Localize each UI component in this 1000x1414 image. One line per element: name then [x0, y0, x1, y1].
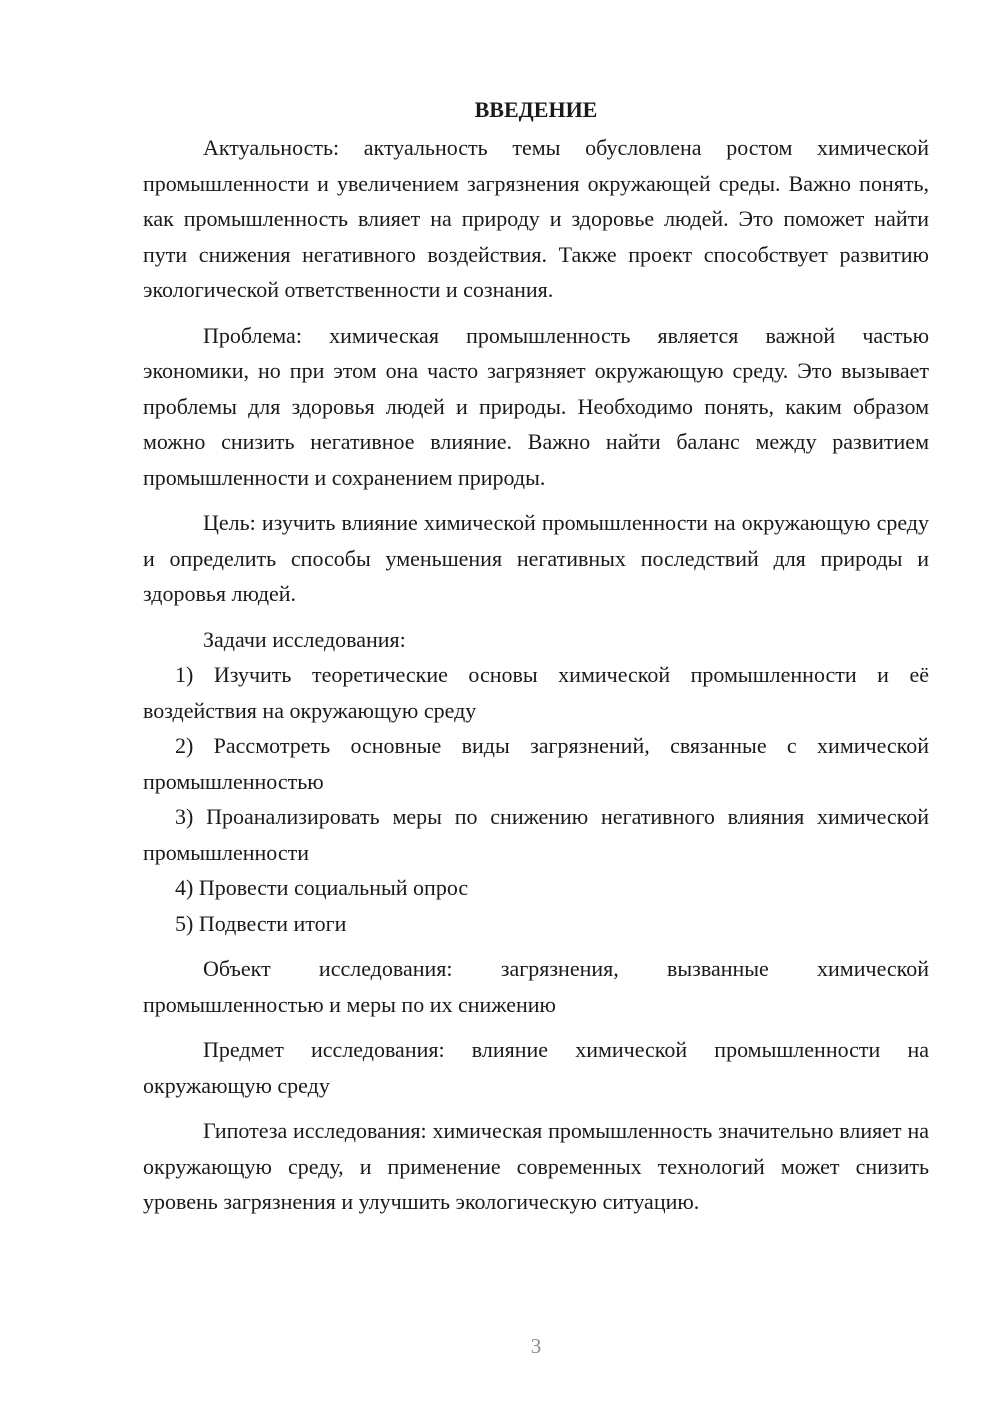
paragraph-relevance: Актуальность: актуальность темы обусловлена ростом химической промышленности и увеличением загрязнения окружающей среды. Важно понять, как промышленность влияет на природу и здоровье людей. Это поможет найти пути снижения негативного воздействия. Также проект способствует развитию экологической ответственности и сознания.: [143, 135, 929, 302]
page-number: 3: [530, 1334, 542, 1358]
task-item-3: 3) Проанализировать меры по снижению негативного влияния химической промышленности: [143, 804, 929, 865]
task-item-5: 5) Подвести итоги: [175, 910, 347, 936]
task-item-2: 2) Рассмотреть основные виды загрязнений, связанные с химической промышленностью: [143, 733, 929, 794]
task-item-1: 1) Изучить теоретические основы химической промышленности и её воздействия на окружающую среду: [143, 662, 929, 723]
paragraph-problem: Проблема: химическая промышленность является важной частью экономики, но при этом она часто загрязняет окружающую среду. Это вызывает проблемы для здоровья людей и природы. Необходимо понять, каким образом можно снизить негативное влияние. Важно найти баланс между развитием промышленности и сохранением природы.: [143, 322, 929, 490]
paragraph-object: Объект исследования: загрязнения, вызванные химической промышленностью и меры по их снижению: [143, 956, 929, 1017]
task-item-4: 4) Провести социальный опрос: [175, 875, 469, 900]
page-content: [143, 92, 929, 1220]
paragraph-subject: Предмет исследования: влияние химической промышленности на окружающую среду: [143, 1037, 929, 1098]
paragraph-hypothesis: Гипотеза исследования: химическая промышленность значительно влияет на окружающую среду, и применение современных технологий может снизить уровень загрязнения и улучшить экологическую ситуацию.: [143, 1118, 929, 1214]
page-title: ВВЕДЕНИЕ: [474, 97, 598, 122]
paragraph-goal: Цель: изучить влияние химической промышленности на окружающую среду и определить способы уменьшения негативных последствий для природы и здоровья людей.: [143, 510, 929, 606]
tasks-heading: Задачи исследования:: [203, 626, 406, 652]
